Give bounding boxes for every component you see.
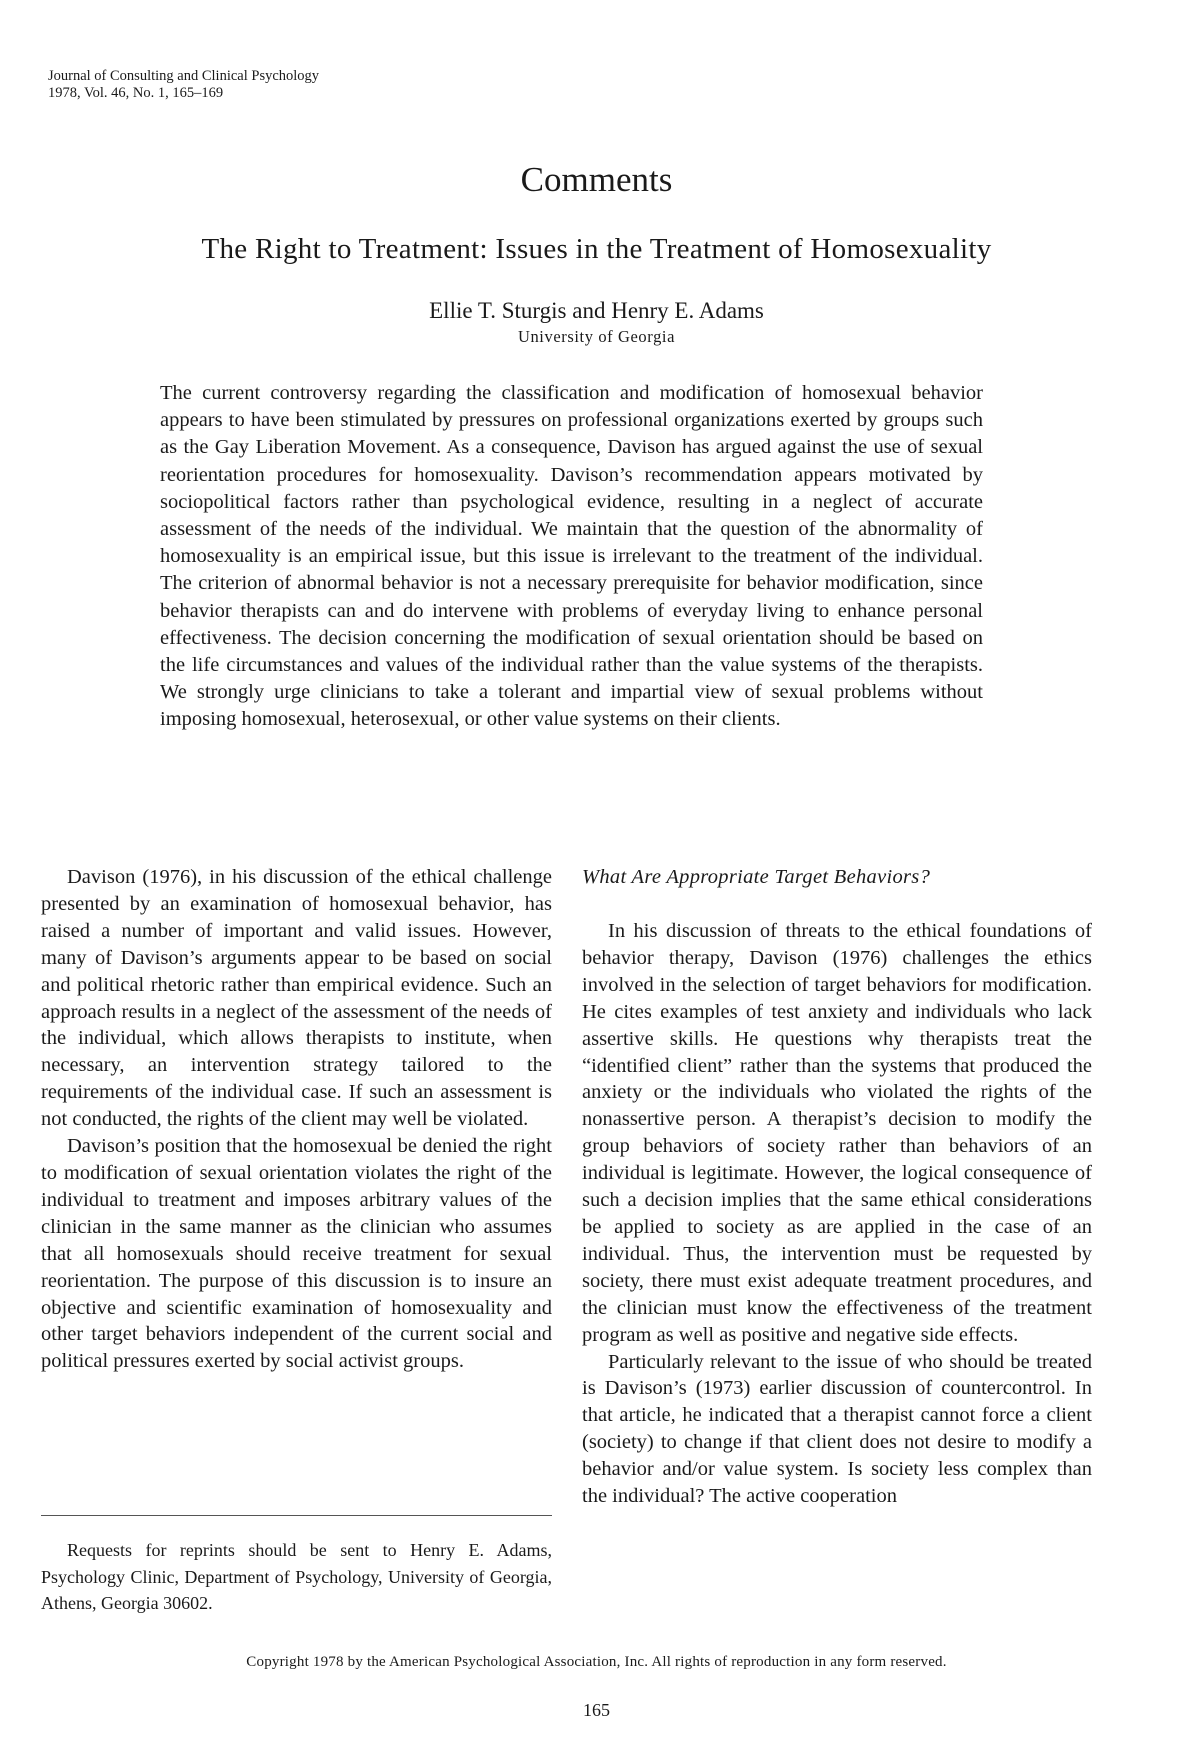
body-paragraph: In his discussion of threats to the ethical foundations of behavior therapy, Davison (1976) challenges the ethics involved in the selection of target behaviors for modification. He cites examples of test anxiety and individuals who lack assertive skills. He questions why therapists treat the “identified client” rather than the systems that produced the anxiety or the individuals who violated the rights of the nonassertive person. A therapist’s decision to modify the group behaviors of society rather than behaviors of an individual is legitimate. However, the logical consequence of such a decision implies that the same ethical considerations be applied to society as are applied in the case of an individual. Thus, the intervention must be requested by society, there must exist adequate treatment procedures, and the clinician must know the effectiveness of the treatment program as well as positive and negative side effects. [582,920,1092,1346]
right-column [582,864,1092,1510]
page-number: 165 [583,1700,610,1720]
article-authors: Ellie T. Sturgis and Henry E. Adams [429,298,764,323]
body-paragraph: Davison’s position that the homosexual be denied the right to modification of sexual orientation violates the right of the individual to treatment and imposes arbitrary values of the clinician in the same manner as the clinician who assumes that all homosexuals should receive treatment for sexual reorientation. The purpose of this discussion is to insure an objective and scientific examination of homosexuality and other target behaviors independent of the current social and political pressures exerted by social activist groups. [41,1135,552,1373]
article-title: The Right to Treatment: Issues in the Treatment of Homosexuality [201,233,992,265]
section-subheading: What Are Appropriate Target Behaviors? [582,866,931,888]
body-paragraph: Particularly relevant to the issue of who should be treated is Davison’s (1973) earlier discussion of countercontrol. In that article, he indicated that a therapist cannot force a client (society) to change if that client does not desire to modify a behavior and/or value system. Is society less complex than the individual? The active cooperation [582,1350,1092,1508]
journal-header [48,68,319,102]
section-title: Comments [520,160,673,199]
author-affiliation: University of Georgia [517,327,676,346]
body-paragraph: Davison (1976), in his discussion of the ethical challenge presented by an examination of homosexual behavior, has raised a number of important and valid issues. However, many of Davison’s arguments appear to be based on social and political rhetoric rather than empirical evidence. Such an approach results in a neglect of the assessment of the needs of the individual, which allows therapists to institute, when necessary, an intervention strategy tailored to the requirements of the individual case. If such an assessment is not conducted, the rights of the client may well be violated. [41,866,552,1131]
abstract: The current controversy regarding the classification and modification of homosexual behavior appears to have been stimulated by pressures on professional organizations exerted by groups such as the Gay Liberation Movement. As a consequence, Davison has argued against the use of sexual reorientation procedures for homosexuality. Davison’s recommendation appears motivated by sociopolitical factors rather than psychological evidence, resulting in a neglect of accurate assessment of the needs of the individual. We maintain that the question of the abnormality of homosexuality is an empirical issue, but this issue is irrelevant to the treatment of the individual. The criterion of abnormal behavior is not a necessary prerequisite for behavior modification, since behavior therapists can and do intervene with problems of everyday living to enhance personal effectiveness. The decision concerning the modification of sexual orientation should be based on the life circumstances and values of the individual rather than the value systems of the therapists. We strongly urge clinicians to take a tolerant and impartial view of sexual problems without imposing homosexual, heterosexual, or other value systems on their clients. [160,382,983,731]
footnote: Requests for reprints should be sent to Henry E. Adams, Psychology Clinic, Department of Psychology, University of Georgia, Athens, Georgia 30602. [41,1540,552,1613]
footnote-divider [41,1515,552,1516]
journal-name: Journal of Consulting and Clinical Psychology [48,68,320,84]
left-column [41,864,552,1375]
copyright-notice: Copyright 1978 by the American Psychological Association, Inc. All rights of reproduction in any form reserved. [246,1654,947,1670]
journal-citation: 1978, Vol. 46, No. 1, 165–169 [48,85,224,101]
